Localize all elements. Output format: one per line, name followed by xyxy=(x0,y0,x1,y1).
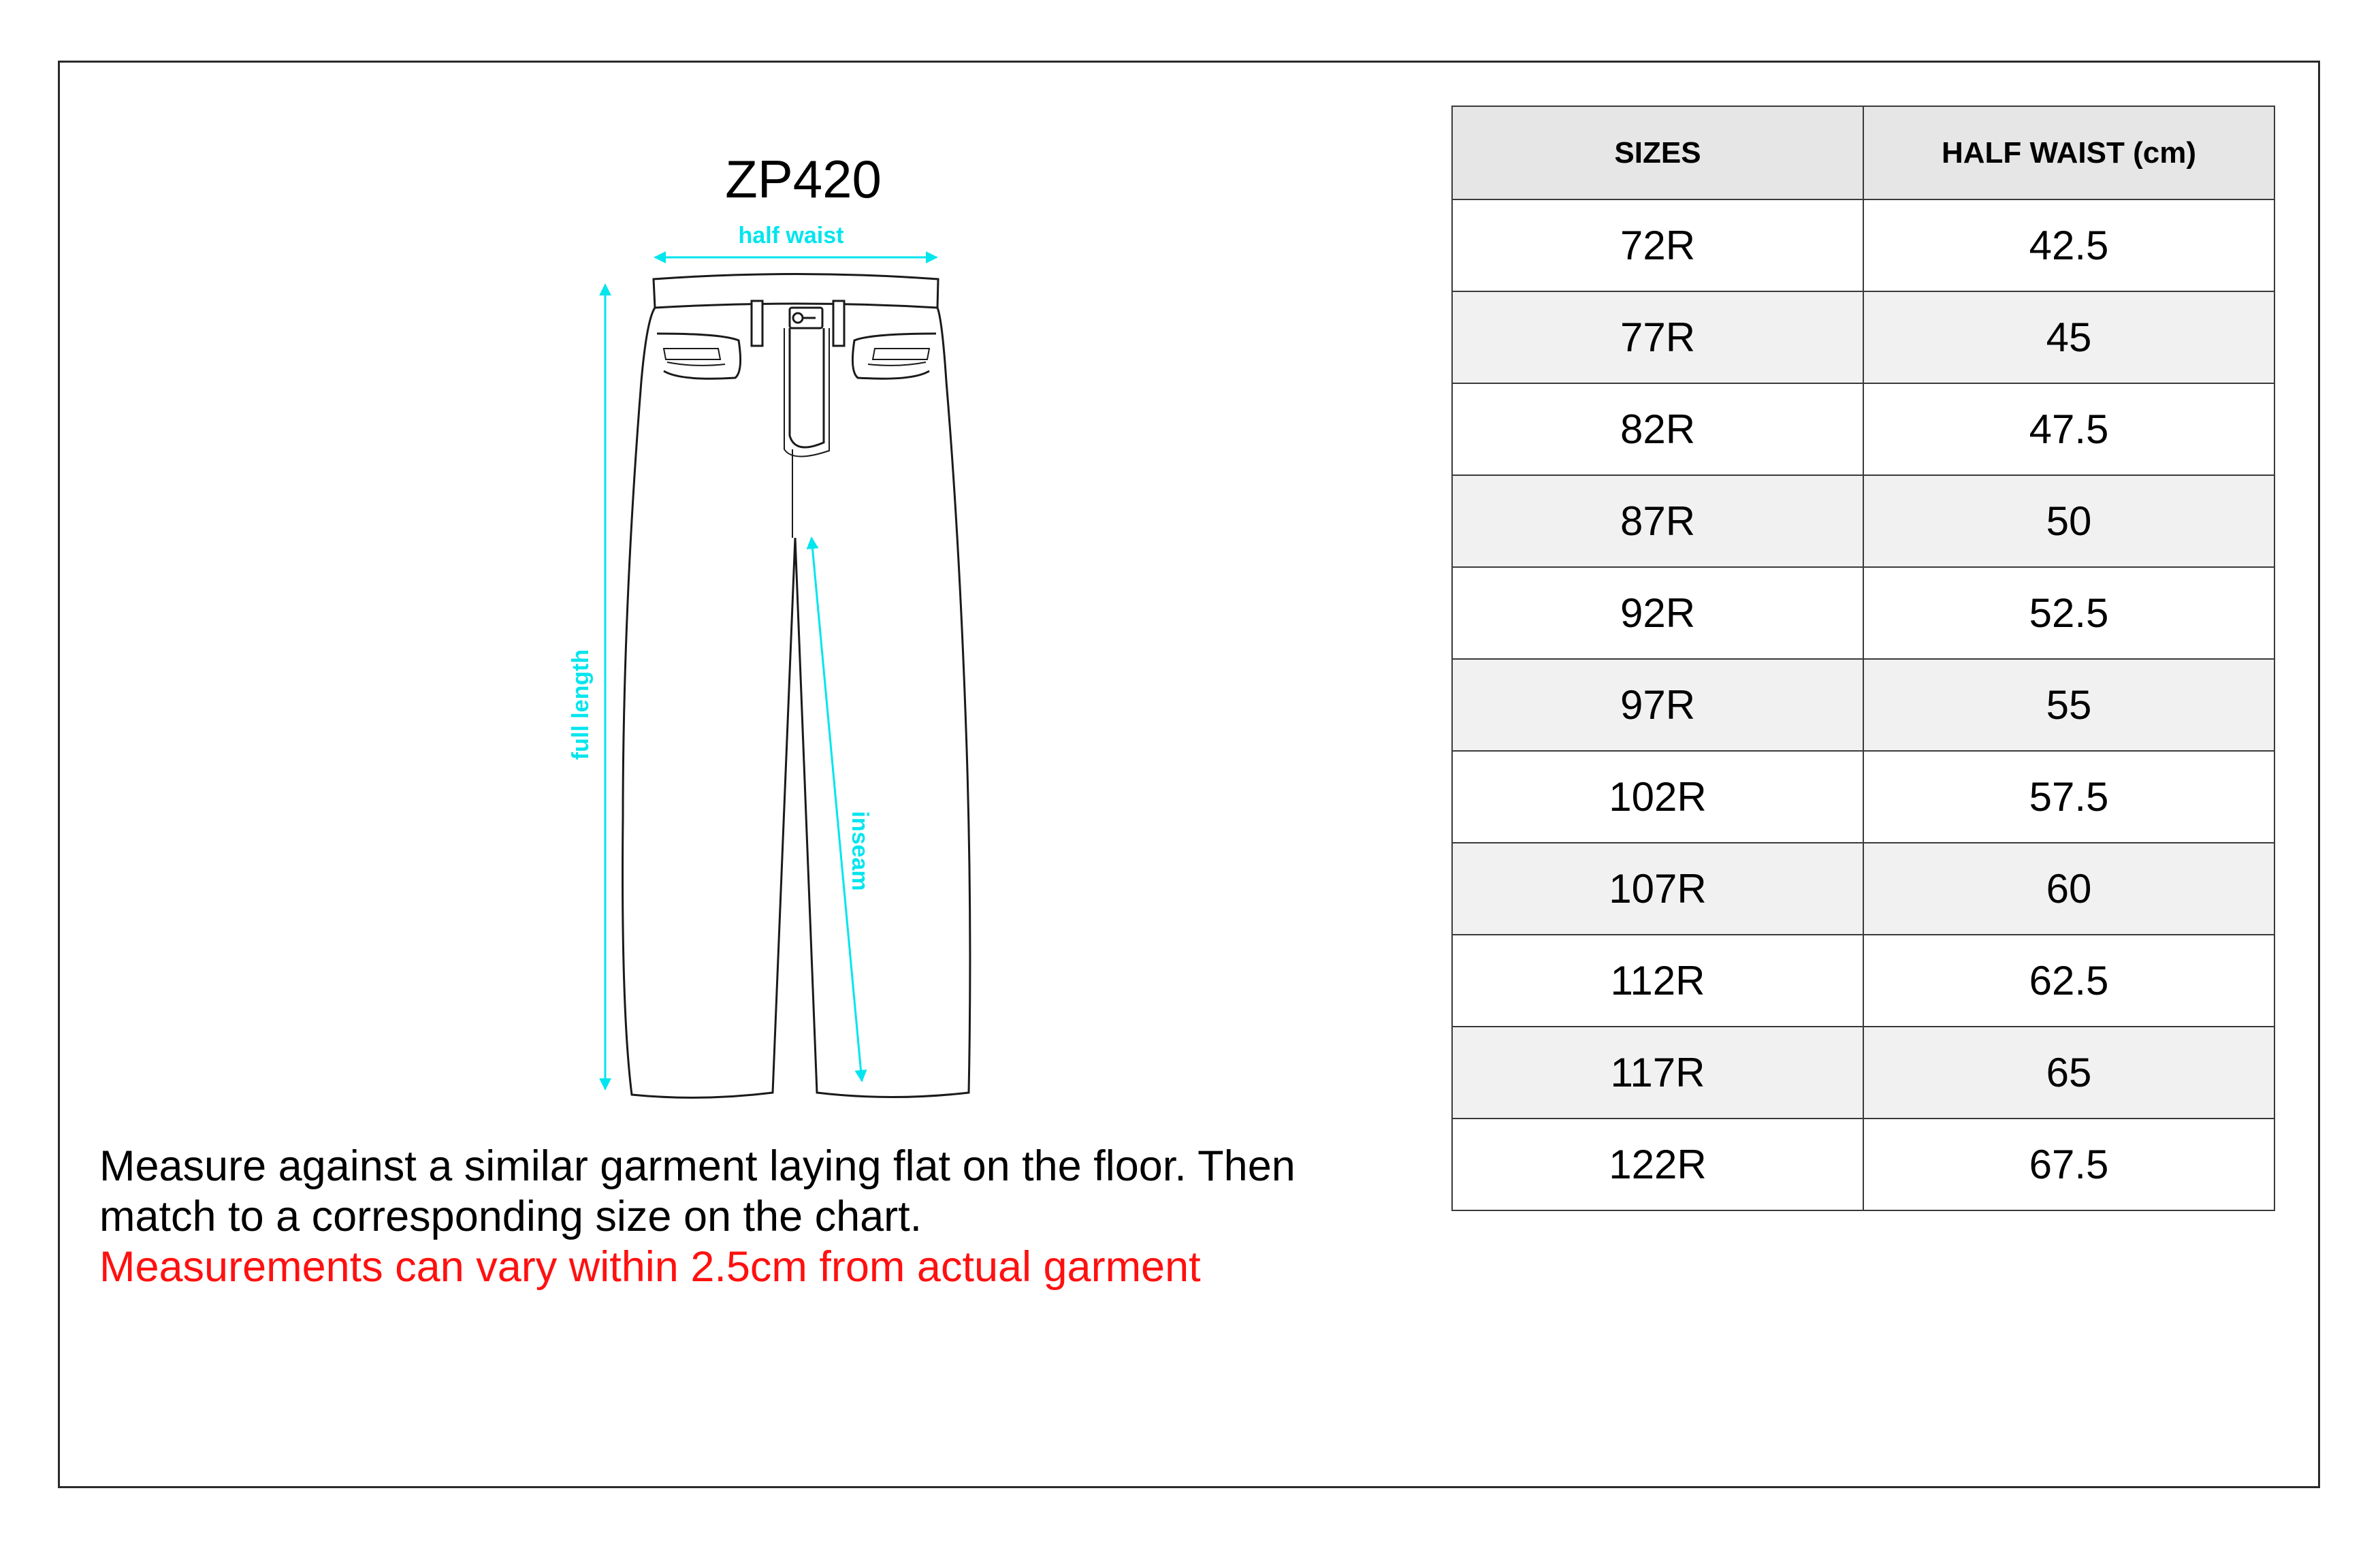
table-row xyxy=(1452,751,2274,843)
half-waist-cell: 45 xyxy=(1863,291,2274,383)
measurement-instructions xyxy=(99,1141,1427,1292)
table-row xyxy=(1452,935,2274,1027)
half-waist-cell: 65 xyxy=(1863,1027,2274,1119)
table-row xyxy=(1452,567,2274,659)
half-waist-label: half waist xyxy=(738,223,844,248)
half-waist-cell: 55 xyxy=(1863,659,2274,751)
half-waist-cell: 47.5 xyxy=(1863,383,2274,475)
table-row xyxy=(1452,843,2274,935)
variance-warning: Measurements can vary within 2.5cm from actual garment xyxy=(99,1243,1201,1291)
pants-outline xyxy=(623,274,970,1098)
half-waist-cell: 50 xyxy=(1863,475,2274,567)
table-row xyxy=(1452,383,2274,475)
table-row xyxy=(1452,199,2274,291)
size-chart-table xyxy=(1451,106,2275,1211)
size-cell: 82R xyxy=(1452,383,1863,475)
half-waist-cell: 60 xyxy=(1863,843,2274,935)
table-row xyxy=(1452,659,2274,751)
product-code: ZP420 xyxy=(725,149,882,209)
half-waist-cell: 67.5 xyxy=(1863,1119,2274,1210)
size-cell: 77R xyxy=(1452,291,1863,383)
half-waist-cell: 57.5 xyxy=(1863,751,2274,843)
inseam-arrow xyxy=(811,538,862,1081)
size-cell: 102R xyxy=(1452,751,1863,843)
inseam-label: inseam xyxy=(847,811,873,891)
measure-lines xyxy=(605,257,937,1089)
table-row xyxy=(1452,1027,2274,1119)
size-cell: 87R xyxy=(1452,475,1863,567)
half-waist-cell: 62.5 xyxy=(1863,935,2274,1027)
size-cell: 107R xyxy=(1452,843,1863,935)
size-cell: 92R xyxy=(1452,567,1863,659)
instructions-line-2: match to a corresponding size on the chart. xyxy=(99,1193,922,1240)
full-length-label: full length xyxy=(568,649,594,760)
size-cell: 117R xyxy=(1452,1027,1863,1119)
table-row xyxy=(1452,475,2274,567)
size-cell: 122R xyxy=(1452,1119,1863,1210)
column-header-half-waist: HALF WAIST (cm) xyxy=(1863,106,2274,199)
column-header-sizes: SIZES xyxy=(1452,106,1863,199)
size-cell: 72R xyxy=(1452,199,1863,291)
instructions-line-1: Measure against a similar garment laying flat on the floor. Then xyxy=(99,1142,1296,1190)
half-waist-cell: 52.5 xyxy=(1863,567,2274,659)
half-waist-cell: 42.5 xyxy=(1863,199,2274,291)
table-row xyxy=(1452,291,2274,383)
size-cell: 97R xyxy=(1452,659,1863,751)
table-row xyxy=(1452,1119,2274,1210)
table-header-row xyxy=(1452,106,2274,199)
size-cell: 112R xyxy=(1452,935,1863,1027)
